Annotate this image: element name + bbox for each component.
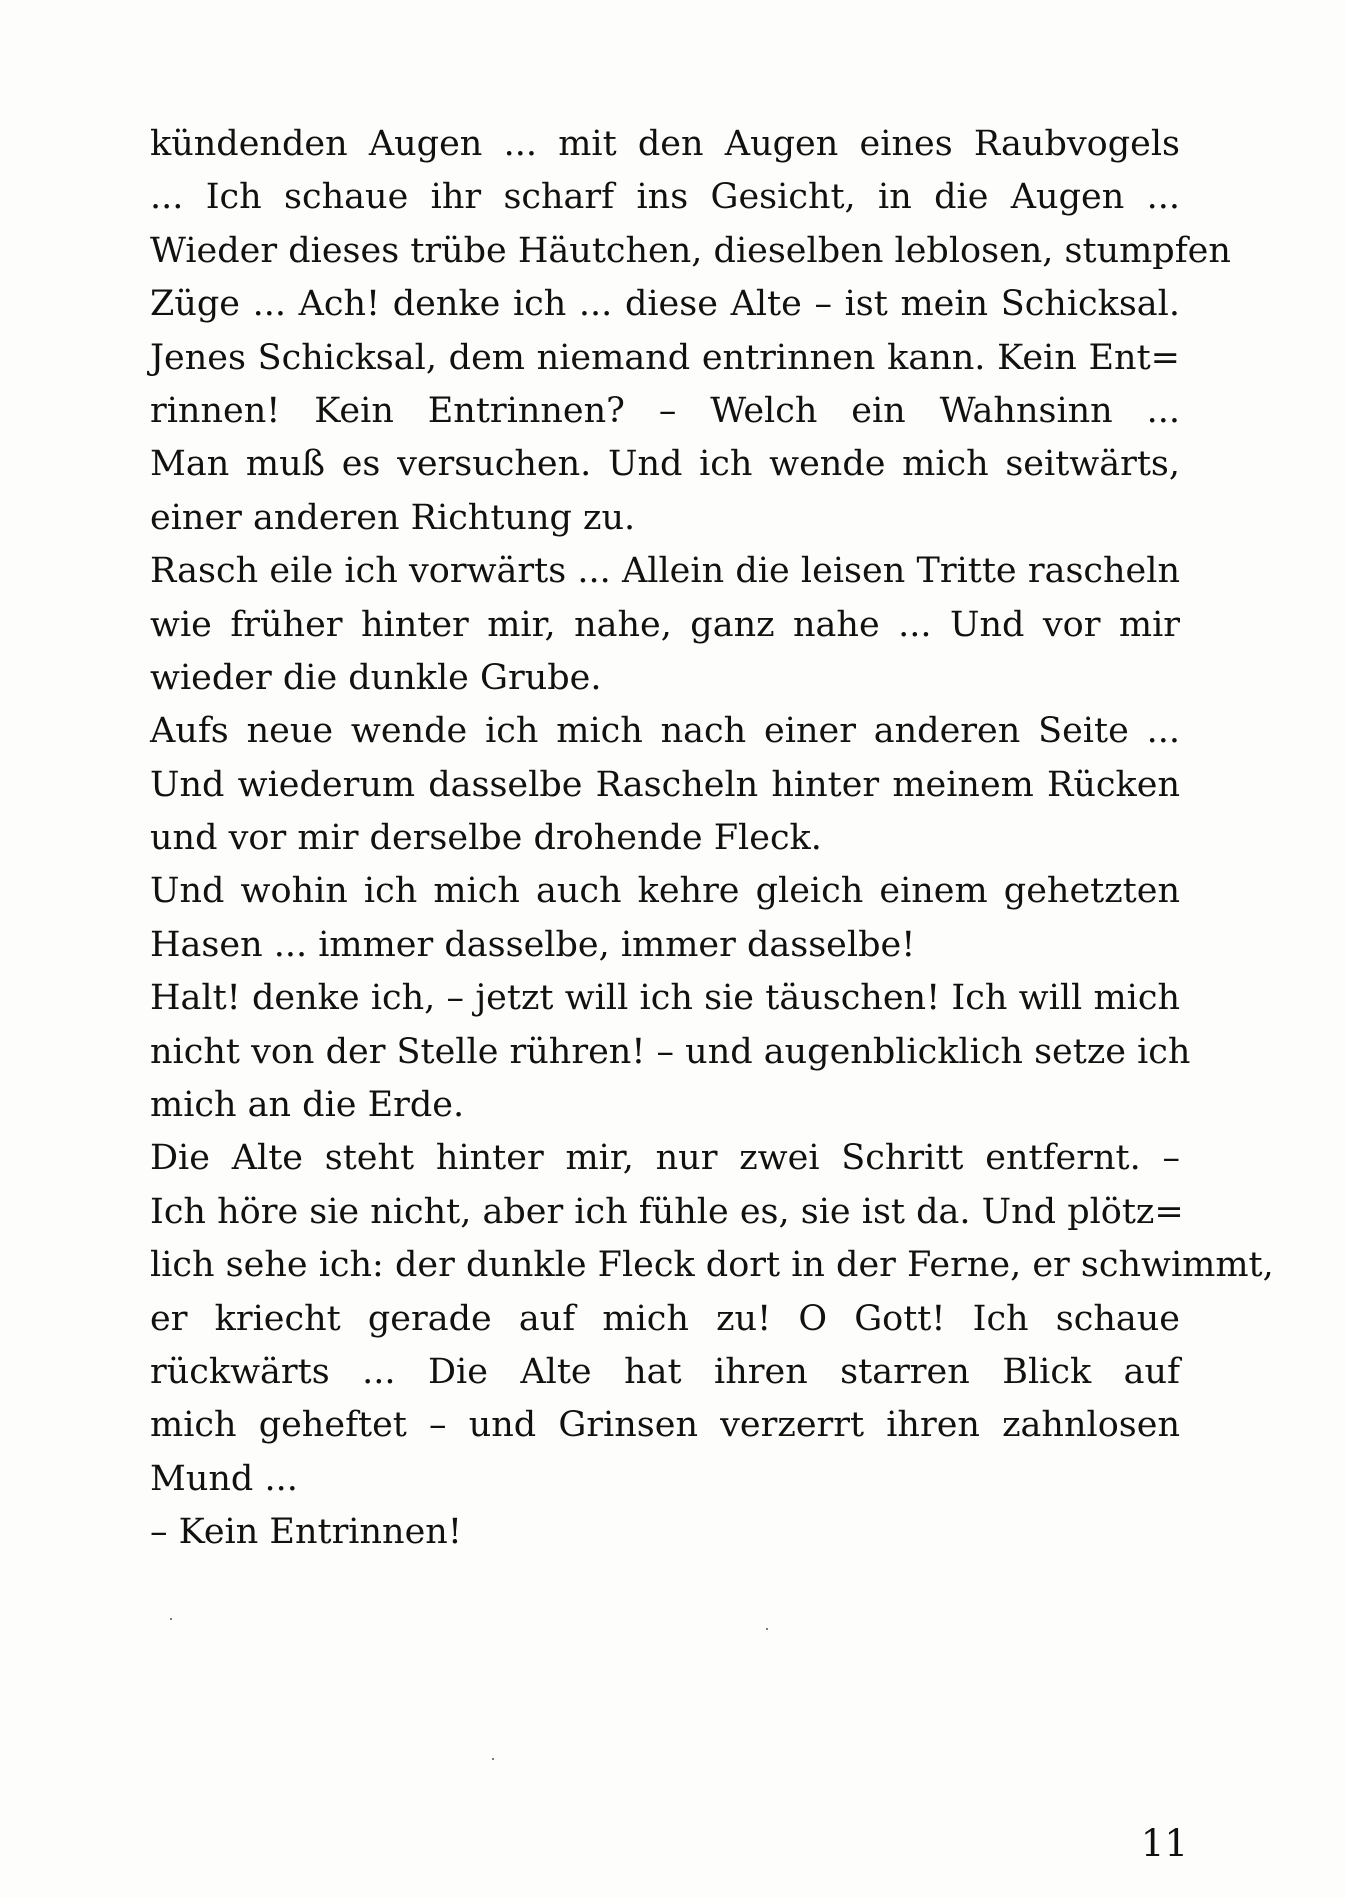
text-line: Und wohin ich mich auch kehre gleich einem gehetzten (150, 871, 1180, 912)
body-text (150, 118, 1274, 1560)
text-line: und vor mir derselbe drohende Fleck. (150, 818, 822, 859)
text-line: Wieder dieses trübe Häutchen, dieselben leblosen, stumpfen (150, 230, 1231, 271)
text-line: rückwärts ... Die Alte hat ihren starren Blick auf (150, 1351, 1180, 1392)
paper-speck (170, 1618, 172, 1620)
text-line: Rasch eile ich vorwärts ... Allein die leisen Tritte rascheln (150, 551, 1180, 592)
page-number: 11 (1140, 1822, 1188, 1865)
text-line: wieder die dunkle Grube. (150, 657, 602, 698)
text-line: Mund ... (150, 1458, 298, 1499)
text-line: ... Ich schaue ihr scharf ins Gesicht, in die Augen ... (150, 177, 1180, 218)
paper-speck (492, 1758, 494, 1760)
text-line: Züge ... Ach! denke ich ... diese Alte – ist mein Schicksal. (150, 284, 1180, 325)
text-line: Und wiederum dasselbe Rascheln hinter meinem Rücken (150, 764, 1180, 805)
text-line: wie früher hinter mir, nahe, ganz nahe ... Und vor mir (150, 604, 1180, 645)
text-line: – Kein Entrinnen! (150, 1512, 462, 1553)
text-line: lich sehe ich: der dunkle Fleck dort in der Ferne, er schwimmt, (150, 1245, 1274, 1286)
text-line: Aufs neue wende ich mich nach einer anderen Seite ... (150, 711, 1180, 752)
text-line: kündenden Augen ... mit den Augen eines Raubvogels (150, 124, 1180, 164)
text-line: nicht von der Stelle rühren! – und augenblicklich setze ich (150, 1031, 1191, 1072)
text-line: mich geheftet – und Grinsen verzerrt ihren zahnlosen (150, 1405, 1180, 1446)
paper-speck (766, 1628, 768, 1630)
text-line: Die Alte steht hinter mir, nur zwei Schritt entfernt. – (150, 1138, 1180, 1179)
text-line: Man muß es versuchen. Und ich wende mich seitwärts, (150, 444, 1180, 485)
text-line: Hasen ... immer dasselbe, immer dasselbe! (150, 924, 916, 965)
text-line: Halt! denke ich, – jetzt will ich sie täuschen! Ich will mich (150, 978, 1180, 1019)
text-line: rinnen! Kein Entrinnen? – Welch ein Wahnsinn ... (150, 390, 1180, 431)
text-line: Jenes Schicksal, dem niemand entrinnen kann. Kein Ent= (150, 337, 1180, 378)
text-line: er kriecht gerade auf mich zu! O Gott! Ich schaue (150, 1298, 1180, 1339)
text-line: Ich höre sie nicht, aber ich fühle es, sie ist da. Und plötz= (150, 1191, 1184, 1232)
text-line: mich an die Erde. (150, 1085, 465, 1126)
text-line: einer anderen Richtung zu. (150, 497, 636, 538)
